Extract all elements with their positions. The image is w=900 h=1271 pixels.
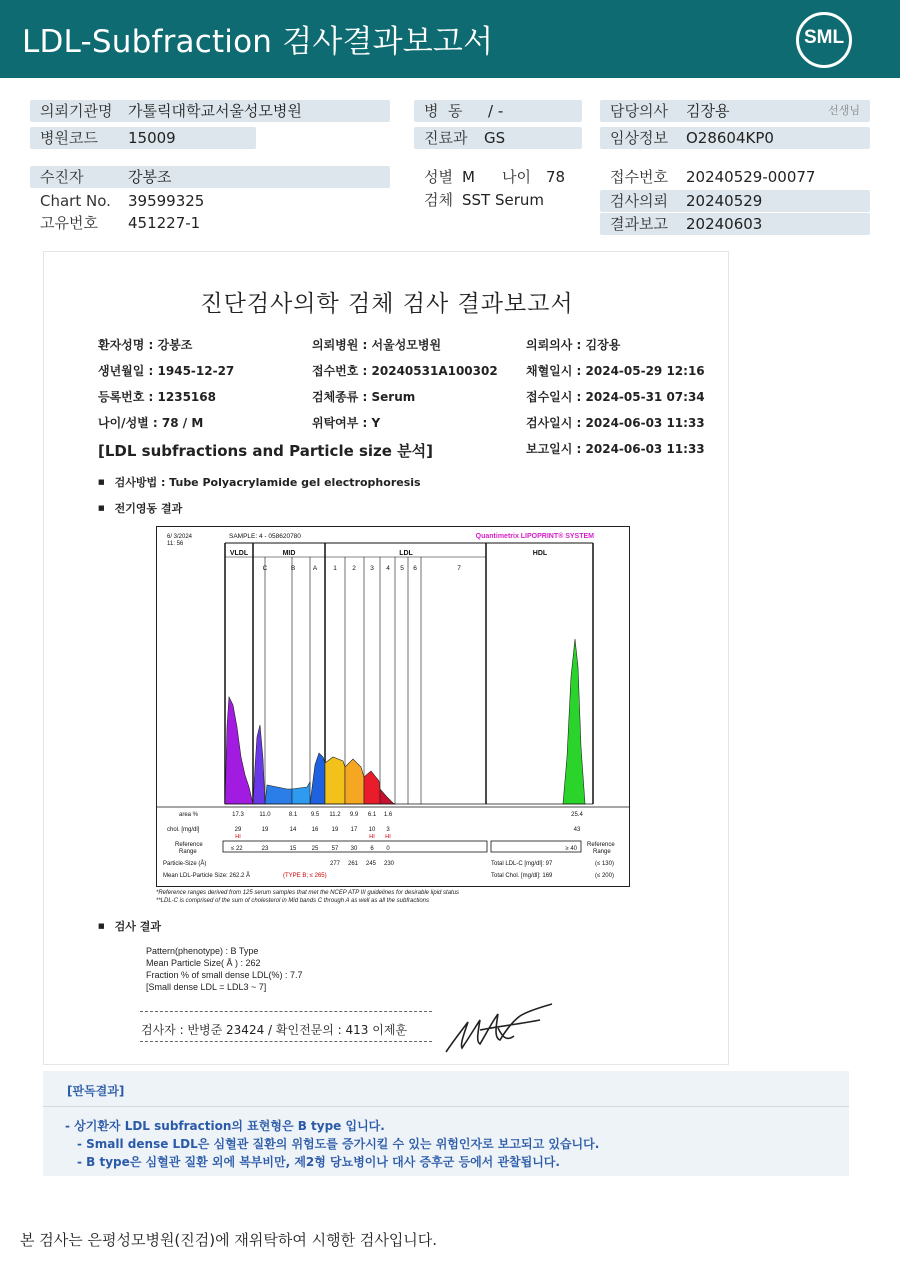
field-value: SST Serum (462, 191, 545, 209)
area-value: 11.2 (329, 812, 341, 818)
reference-value: 23 (261, 846, 269, 852)
interpretation-line: - Small dense LDL은 심혈관 질환의 위험도를 증가시킬 수 있는 위험인자로 보고되고 있습니다. (77, 1137, 600, 1151)
band-label: 5 (400, 565, 404, 572)
field-value: 451227-1 (128, 214, 201, 232)
reference-value: 0 (386, 846, 390, 852)
chol-value: 16 (311, 827, 319, 833)
scan-info: 나이/성별 : 78 / M (98, 416, 204, 430)
area-value: 9.5 (310, 812, 320, 818)
scan-info: 채혈일시 : 2024-05-29 12:16 (526, 364, 705, 378)
group-label: HDL (532, 550, 548, 557)
electrophoresis-peak (225, 697, 253, 804)
reference-label: Reference (587, 842, 615, 848)
chol-label: chol. [mg/dl] (167, 827, 200, 833)
field-physician (600, 100, 870, 122)
scan-info: 등록번호 : 1235168 (98, 390, 216, 404)
field-label: 수진자 (40, 168, 84, 186)
reference-hdl-value: ≥ 40 (565, 846, 577, 852)
field-age (492, 166, 582, 188)
area-value: 8.1 (288, 812, 298, 818)
result-line: Pattern(phenotype) : B Type (146, 946, 259, 956)
electrophoresis-peak (310, 753, 325, 804)
footer-note: 본 검사는 은평성모병원(진검)에 재위탁하여 시행한 검사입니다. (20, 1231, 438, 1249)
result-line: Fraction % of small dense LDL(%) : 7.7 (146, 970, 303, 980)
electrophoresis-peak (292, 782, 310, 804)
chart-time: 11: 56 (167, 541, 184, 547)
report-header (0, 0, 900, 78)
group-label: LDL (399, 550, 413, 557)
reference-label: Range (593, 849, 611, 855)
field-test-request (600, 190, 870, 212)
chol-hdl-value: 43 (573, 827, 581, 833)
field-value: 김장용 (686, 102, 730, 120)
divider (140, 1011, 432, 1012)
field-hospital-code (30, 127, 256, 149)
total-ldl: Total LDL-C [mg/dl]: 97 (491, 861, 553, 867)
electrophoresis-peak (345, 759, 364, 804)
reference-value: 25 (311, 846, 319, 852)
electrophoresis-peak (380, 789, 395, 804)
result-line: Mean Particle Size( Å ) : 262 (146, 958, 261, 968)
reference-value: 6 (370, 846, 374, 852)
field-value: 가톨릭대학교서울성모병원 (128, 102, 302, 120)
field-unique-no (30, 212, 390, 234)
particle-value: 261 (347, 861, 359, 867)
total-chol: Total Chol. [mg/dl]: 169 (491, 873, 553, 879)
signer-line: 검사자 : 반병준 23424 / 확인전문의 : 413 이제훈 (141, 1023, 408, 1037)
chart-sample: SAMPLE: 4 - 058620780 (229, 533, 301, 540)
electrophoresis-peak (563, 639, 585, 804)
reference-label: Range (179, 849, 197, 855)
mean-label: Mean LDL-Particle Size: 262.2 Å (163, 873, 251, 879)
chart-brand: Quantimetrix LIPOPRINT® SYSTEM (475, 533, 594, 540)
hi-flag: HI (369, 834, 375, 840)
field-label: 접수번호 (610, 168, 668, 186)
scan-info: 접수번호 : 20240531A100302 (312, 364, 498, 378)
area-value: 9.9 (349, 812, 359, 818)
chol-value: 19 (261, 827, 269, 833)
scan-info: 검체종류 : Serum (312, 390, 416, 404)
field-label: 검체 (424, 191, 453, 209)
field-label: 병원코드 (40, 129, 98, 147)
field-value: 20240529 (686, 192, 763, 210)
area-value: 17.3 (232, 812, 244, 818)
logo-text: SML (803, 27, 845, 48)
chol-value: 14 (289, 827, 297, 833)
total-chol-ref: (≤ 200) (595, 873, 614, 879)
scan-title: 진단검사의학 검체 검사 결과보고서 (200, 291, 574, 317)
footnote: *Reference ranges derived from 125 serum samples that met the NCEP ATP III guidelines for desirable lipid status (156, 890, 460, 896)
field-label: 담당의사 (610, 102, 668, 120)
method-bullet: ■ 검사방법 : Tube Polyacrylamide gel electrophoresis (98, 474, 421, 490)
mean-type: (TYPE B; ≤ 265) (283, 873, 327, 879)
field-value: 20240529-00077 (686, 168, 816, 186)
field-suffix: 선생님 (828, 104, 860, 117)
field-chart-no (30, 190, 390, 212)
scan-info: 의뢰병원 : 서울성모병원 (312, 338, 442, 352)
group-label: MID (282, 550, 296, 557)
field-receipt-no (600, 166, 870, 188)
electrophoresis-peak (265, 785, 292, 804)
electrophoresis-peak (364, 771, 380, 804)
field-label: 의뢰기관명 (40, 102, 113, 120)
field-label: 결과보고 (610, 215, 668, 233)
electrophoresis-chart (156, 526, 630, 887)
hi-flag: HI (235, 834, 241, 840)
field-label: 고유번호 (40, 214, 98, 232)
result-line: [Small dense LDL = LDL3 ~ 7] (146, 982, 267, 992)
band-label: B (290, 565, 296, 572)
sml-logo (796, 12, 852, 68)
chol-value: 3 (386, 827, 390, 833)
field-department (414, 127, 582, 149)
field-label: 성별 (424, 168, 453, 186)
field-value: 강봉조 (128, 168, 172, 186)
reference-value: 30 (350, 846, 358, 852)
field-value: O28604KP0 (686, 129, 774, 147)
section-heading: [LDL subfractions and Particle size 분석] (98, 442, 434, 460)
particle-value: 230 (383, 861, 395, 867)
particle-label: Particle-Size (Å) (163, 861, 207, 867)
result-bullet: ■ 검사 결과 (98, 918, 161, 934)
reference-value: 57 (331, 846, 339, 852)
interpretation-title: [판독결과] (67, 1084, 125, 1098)
hi-flag: HI (385, 834, 391, 840)
electrophoresis-peak (325, 757, 345, 804)
field-label: 진료과 (424, 129, 468, 147)
band-label: 1 (333, 565, 337, 572)
divider (140, 1041, 432, 1042)
chol-value: 10 (368, 827, 376, 833)
area-value: 11.0 (259, 812, 271, 818)
electro-bullet: ■ 전기영동 결과 (98, 500, 182, 516)
area-value: 6.1 (367, 812, 377, 818)
footnote: **LDL-C is comprised of the sum of cholesterol in Mid bands C through A as well as all the subfractions (156, 898, 430, 904)
interpretation-header (43, 1071, 849, 1107)
band-label: C (262, 565, 268, 572)
interpretation-line: - 상기환자 LDL subfraction의 표현형은 B type 입니다. (65, 1119, 385, 1133)
field-value: M (462, 168, 475, 186)
field-value: 39599325 (128, 192, 205, 210)
band-label: 4 (386, 565, 390, 572)
scan-info: 접수일시 : 2024-05-31 07:34 (526, 390, 705, 404)
total-ldl-ref: (≤ 130) (595, 861, 614, 867)
scan-info: 위탁여부 : Y (312, 416, 381, 430)
band-label: 2 (352, 565, 356, 572)
chol-value: 17 (350, 827, 358, 833)
chart-svg (157, 527, 629, 886)
field-label: 병 동 (424, 102, 463, 120)
field-value: 78 (546, 168, 566, 186)
chart-date: 6/ 3/2024 (167, 534, 193, 540)
area-label: area % (179, 812, 199, 818)
area-hdl-value: 25.4 (571, 812, 583, 818)
area-value: 1.6 (383, 812, 393, 818)
signature-icon (440, 1000, 560, 1060)
field-requesting-institution (30, 100, 390, 122)
chol-value: 19 (331, 827, 339, 833)
scan-info: 생년월일 : 1945-12-27 (98, 364, 235, 378)
scan-info: 환자성명 : 강봉조 (98, 338, 193, 352)
scan-info: 보고일시 : 2024-06-03 11:33 (526, 442, 705, 456)
field-specimen (414, 189, 582, 211)
field-value: / - (488, 102, 504, 120)
scanned-report (43, 251, 729, 1065)
band-label: 3 (370, 565, 374, 572)
field-label: 검사의뢰 (610, 192, 668, 210)
reference-value: 15 (289, 846, 297, 852)
scan-info: 의뢰의사 : 김장용 (526, 338, 621, 352)
group-label: VLDL (229, 550, 249, 557)
field-ward (414, 100, 582, 122)
field-label: Chart No. (40, 192, 111, 210)
scan-info: 검사일시 : 2024-06-03 11:33 (526, 416, 705, 430)
chol-value: 29 (234, 827, 242, 833)
reference-label: Reference (175, 842, 203, 848)
particle-value: 245 (365, 861, 377, 867)
field-value: 15009 (128, 129, 176, 147)
field-value: 20240603 (686, 215, 763, 233)
band-label: 6 (413, 565, 417, 572)
interpretation-line: - B type은 심혈관 질환 외에 복부비만, 제2형 당뇨병이나 대사 증후군 등에서 관찰됩니다. (77, 1155, 560, 1169)
field-patient-name (30, 166, 390, 188)
field-label: 나이 (502, 168, 531, 186)
field-clinical-info (600, 127, 870, 149)
field-label: 임상정보 (610, 129, 668, 147)
field-result-report (600, 213, 870, 235)
band-label: 7 (457, 565, 461, 572)
band-label: A (312, 565, 318, 572)
interpretation-panel (43, 1071, 849, 1176)
report-title: LDL-Subfraction 검사결과보고서 (22, 24, 494, 60)
reference-value: ≤ 22 (231, 846, 243, 852)
electrophoresis-peak (253, 725, 265, 804)
field-value: GS (484, 129, 506, 147)
particle-value: 277 (329, 861, 341, 867)
